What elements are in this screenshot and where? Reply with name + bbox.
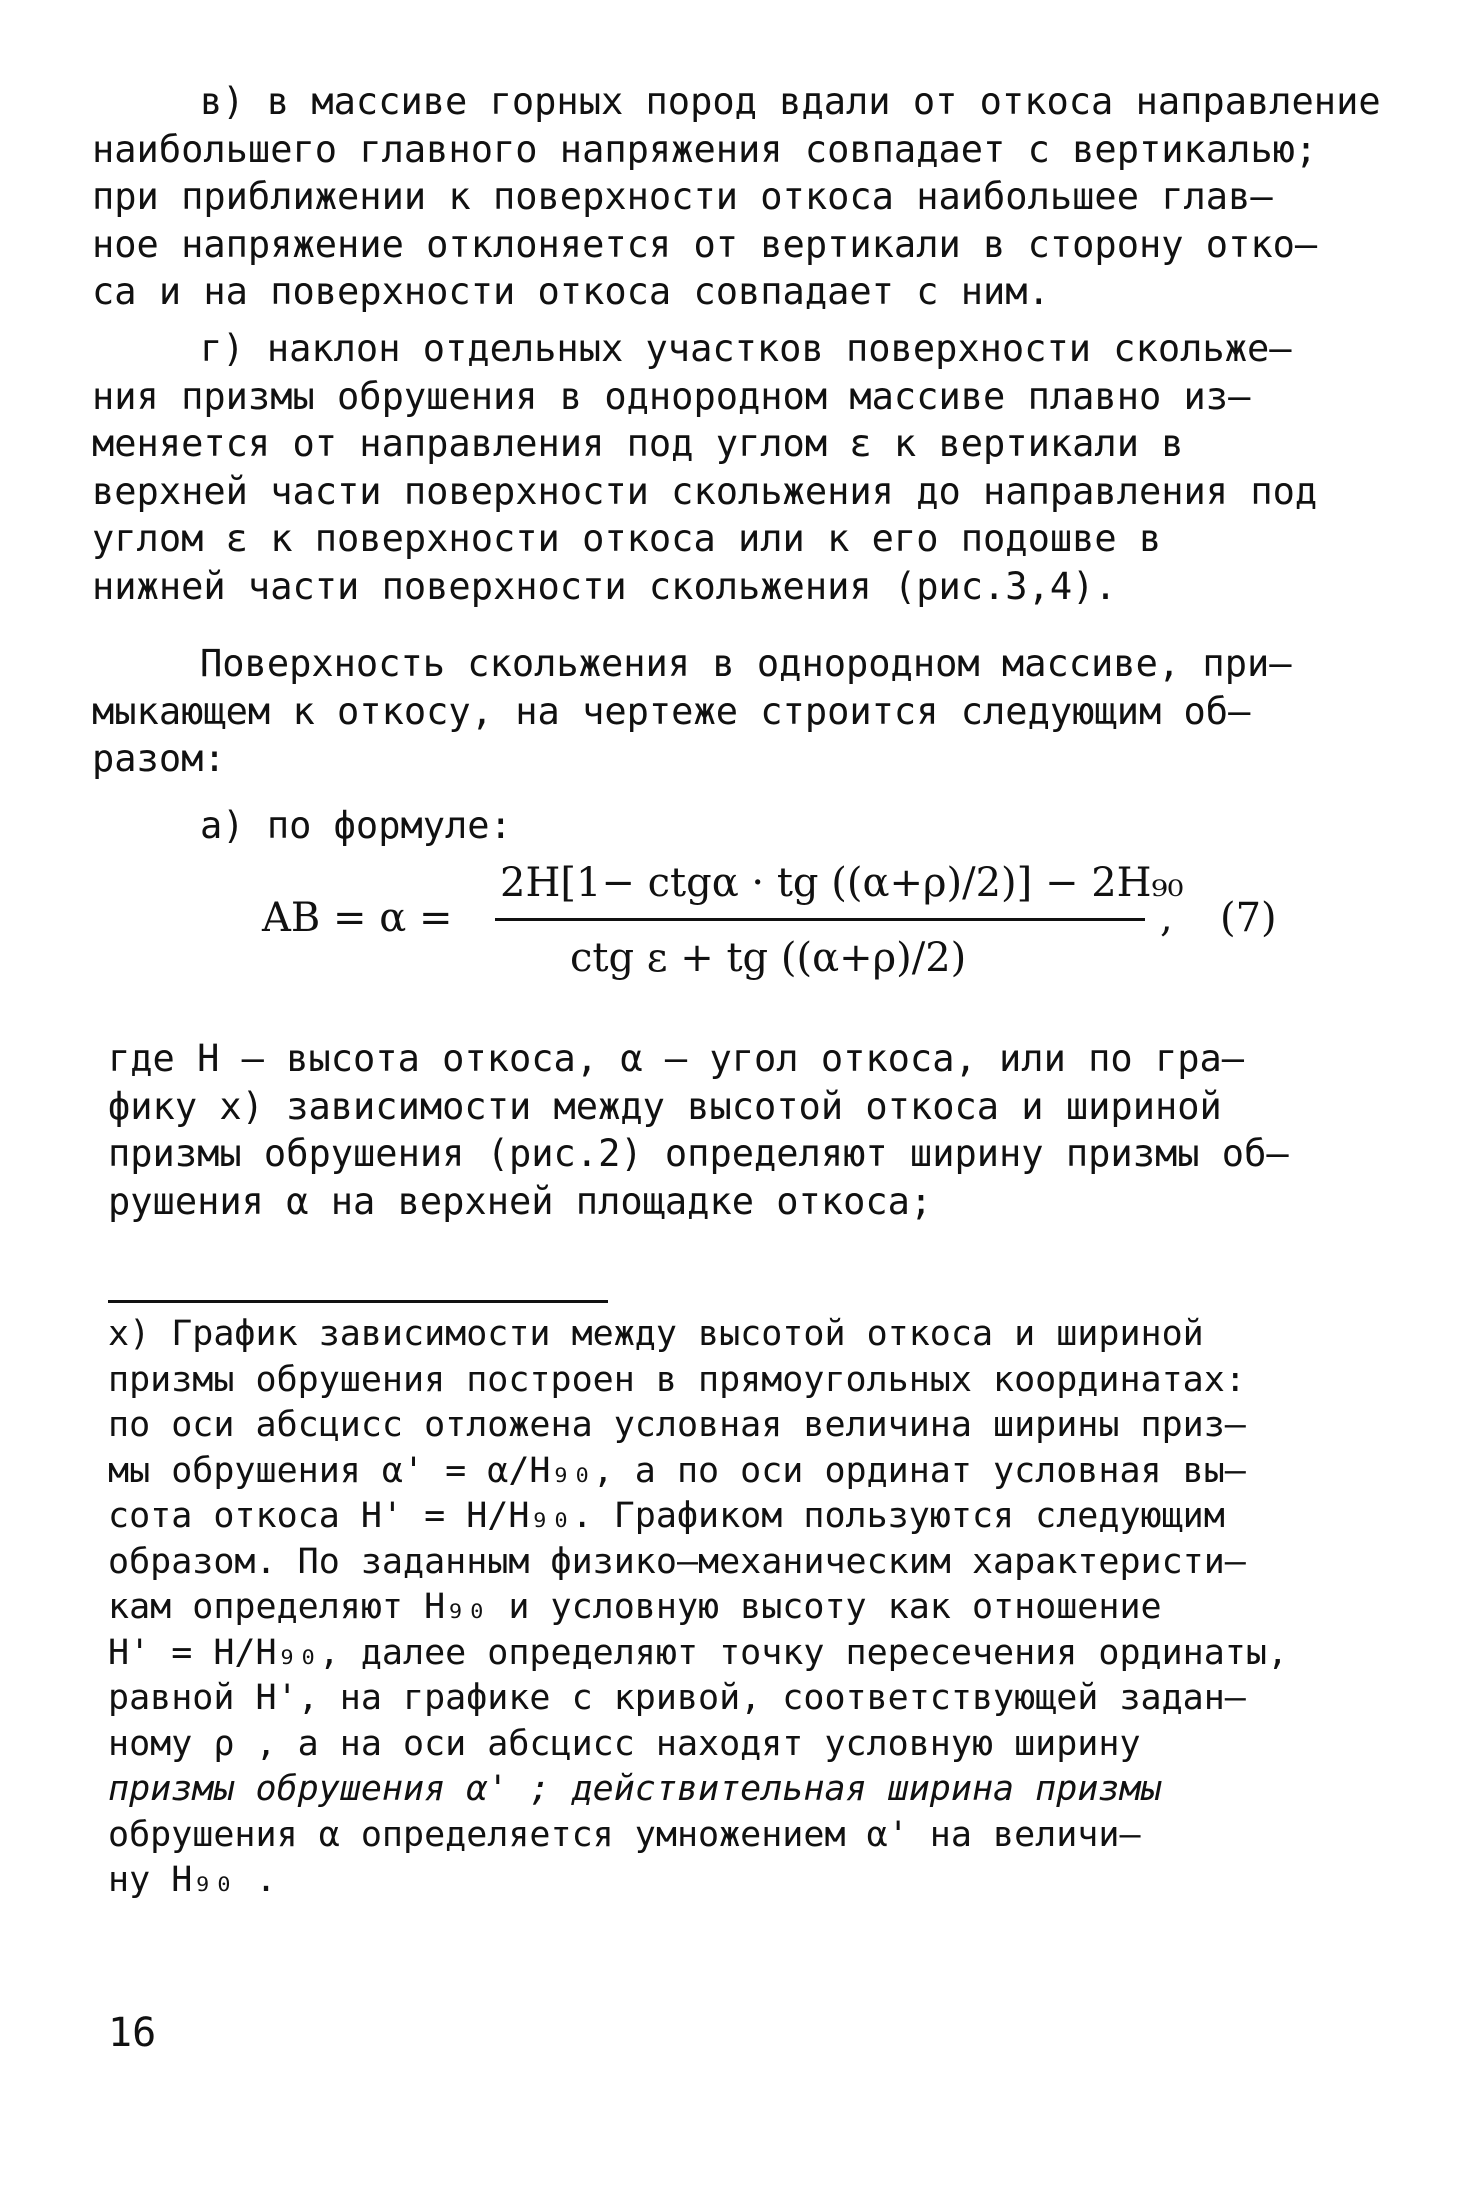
footnote-line: H' = H/H₉₀, далее определяют точку пересечения ординаты,	[108, 1632, 1289, 1673]
text-line: меняется от направления под углом ε к вертикали в	[92, 422, 1184, 465]
footnote-line: ному ρ , а на оси абсцисс находят условную ширину	[108, 1723, 1141, 1764]
text-line: в) в массиве горных пород вдали от откоса направление	[200, 80, 1381, 123]
page-number: 16	[108, 2010, 157, 2056]
footnote-line: кам определяют H₉₀ и условную высоту как отношение	[108, 1587, 1162, 1627]
formula-denominator: ctg ε + tg ((α+ρ)/2)	[570, 935, 967, 981]
text-line: фику x) зависимости между высотой откоса и шириной	[108, 1084, 1222, 1128]
formula-number: (7)	[1220, 895, 1277, 941]
footnote-line: образом. По заданным физико–механическим характеристи–	[108, 1541, 1246, 1582]
text-line: где H – высота откоса, α – угол откоса, или по гра–	[108, 1037, 1245, 1080]
footnote-line: равной H', на графике с кривой, соответствующей задан–	[108, 1678, 1246, 1718]
footnote-line: призмы обрушения построен в прямоугольных координатах:	[108, 1359, 1246, 1400]
formula-tail: ,	[1160, 895, 1173, 941]
footnote-line: обрушения α определяется умножением α' на величи–	[108, 1814, 1141, 1855]
paragraph-g	[92, 325, 1392, 610]
paragraph-a	[92, 802, 1392, 850]
footnote-rule	[108, 1300, 608, 1303]
formula-lhs: AB = α =	[262, 895, 453, 941]
text-line: наибольшего главного напряжения совпадает с вертикалью;	[92, 127, 1318, 171]
text-line: Поверхность скольжения в однородном массиве, при–	[200, 642, 1292, 685]
text-line: рушения α на верхней площадке откоса;	[108, 1179, 933, 1223]
footnote-line: ну H₉₀ .	[108, 1860, 277, 1900]
text-line: ния призмы обрушения в однородном массиве плавно из–	[92, 374, 1251, 418]
text-line: са и на поверхности откоса совпадает с ним.	[92, 270, 1050, 313]
text-line: а) по формуле:	[200, 804, 512, 847]
text-line: при приближении к поверхности откоса наибольшее глав–	[92, 175, 1273, 218]
formula-numerator: 2H[1− ctgα · tg ((α+ρ)/2)] − 2H₉₀	[500, 860, 1184, 906]
footnote-line: x) График зависимости между высотой откоса и шириной	[108, 1314, 1204, 1354]
footnote-line: по оси абсцисс отложена условная величина ширины приз–	[108, 1405, 1246, 1445]
paragraph-v	[92, 78, 1392, 316]
text-line: г) наклон отдельных участков поверхности скольже–	[200, 327, 1292, 370]
text-line: призмы обрушения (рис.2) определяют ширину призмы об–	[108, 1132, 1289, 1175]
text-line: разом:	[92, 737, 226, 780]
fraction-bar	[495, 918, 1145, 921]
paragraph-surface	[92, 640, 1392, 783]
footnote-line: сота откоса H' = H/H₉₀. Графиком пользуются следующим	[108, 1496, 1225, 1536]
footnote-line: призмы обрушения α' ; действительная ширина призмы	[108, 1769, 1162, 1809]
text-line: углом ε к поверхности откоса или к его подошве в	[92, 517, 1162, 560]
footnote-line: мы обрушения α' = α/H₉₀, а по оси ординат условная вы–	[108, 1450, 1246, 1491]
text-line: верхней части поверхности скольжения до направления под	[92, 469, 1318, 513]
text-line: нижней части поверхности скольжения (рис.3,4).	[92, 564, 1117, 608]
footnote	[92, 1312, 1412, 1904]
paragraph-where	[92, 1035, 1392, 1225]
text-line: мыкающем к откосу, на чертеже строится следующим об–	[92, 689, 1251, 733]
text-line: ное напряжение отклоняется от вертикали в сторону отко–	[92, 222, 1318, 266]
